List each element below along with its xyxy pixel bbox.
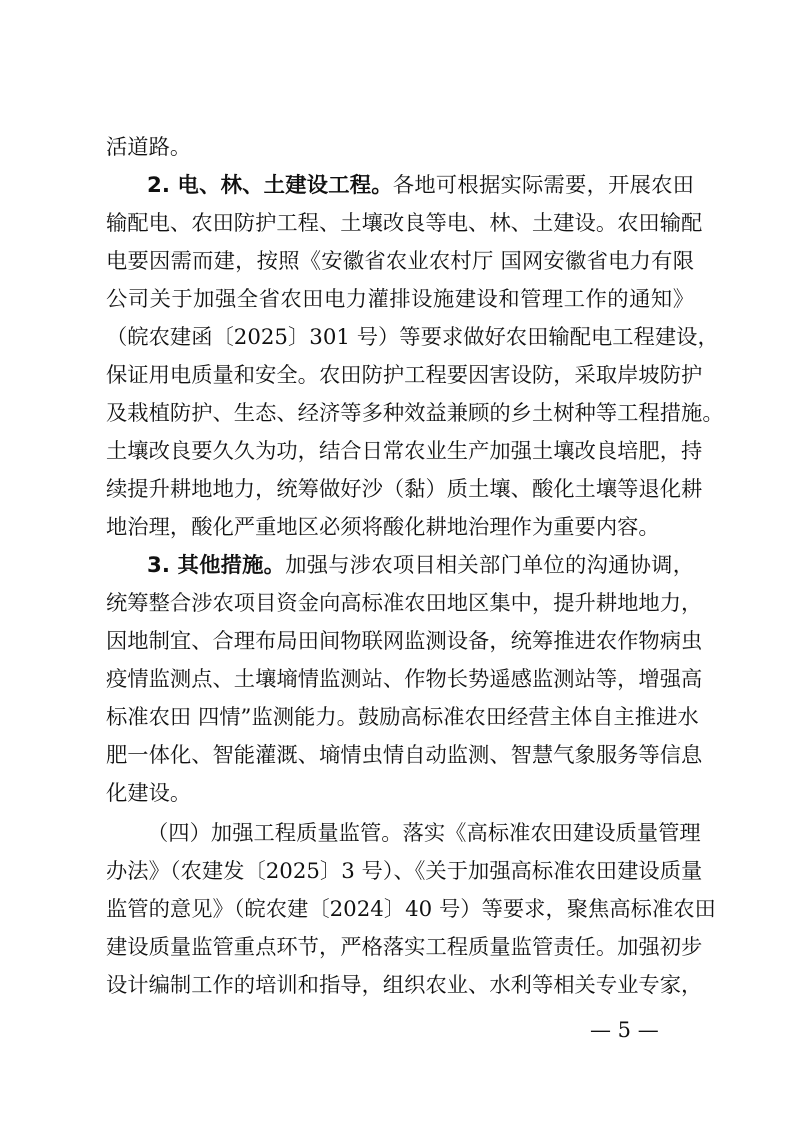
line-text: 各地可根据实际需要，开展农田 <box>392 173 694 198</box>
body-line <box>106 248 694 276</box>
line-text: （四）加强工程质量监管。落实《高标准农田建设质量管理 <box>147 821 701 846</box>
line-text: 电要因需而建，按照《安徽省农业农村厅 国网安徽省电力有限 <box>106 249 694 274</box>
body-line <box>106 742 703 770</box>
line-text: 及栽植防护、生态、经济等多种效益兼顾的乡土树种等工程措施。 <box>106 401 724 426</box>
body-line <box>106 286 694 314</box>
body-line <box>106 666 703 694</box>
line-text: 加强与涉农项目相关部门单位的沟通协调， <box>285 553 694 578</box>
line-text: 监管的意见》（皖农建〔2024〕40 号）等要求，聚焦高标准农田 <box>106 897 716 922</box>
line-text: 保证用电质量和安全。农田防护工程要因害设防，采取岸坡防护 <box>106 363 703 388</box>
body-line <box>106 704 699 732</box>
section-heading-line <box>147 172 694 200</box>
body-line <box>106 896 716 924</box>
body-line <box>106 210 703 238</box>
body-line <box>106 514 694 542</box>
line-text: 续提升耕地地力，统筹做好沙（黏）质土壤、酸化土壤等退化耕 <box>106 477 703 502</box>
line-text: 地治理，酸化严重地区必须将酸化耕地治理作为重要内容。 <box>106 515 660 540</box>
body-line <box>106 134 694 162</box>
section-heading: 2. 电、林、土建设工程。 <box>147 173 393 198</box>
body-line <box>106 934 703 962</box>
line-text: 活道路。 <box>106 135 192 160</box>
line-text: 统筹整合涉农项目资金向高标准农田地区集中，提升耕地地力， <box>106 591 703 616</box>
line-text: 土壤改良要久久为功，结合日常农业生产加强土壤改良培肥，持 <box>106 439 703 464</box>
page-number: — 5 — <box>590 1018 659 1042</box>
line-text: 办法》（农建发〔2025〕3 号）、《关于加强高标准农田建设质量 <box>106 859 703 884</box>
body-line <box>106 362 703 390</box>
body-line <box>106 590 703 618</box>
body-line <box>106 858 703 886</box>
body-line <box>106 628 703 656</box>
body-line <box>106 400 724 428</box>
line-text: 疫情监测点、土壤墒情监测站、作物长势遥感监测站等，增强高 <box>106 667 703 692</box>
line-text: 输配电、农田防护工程、土壤改良等电、林、土建设。农田输配 <box>106 211 703 236</box>
line-text: 化建设。 <box>106 781 192 806</box>
line-text: 肥一体化、智能灌溉、墒情虫情自动监测、智慧气象服务等信息 <box>106 743 703 768</box>
body-line <box>106 972 703 1000</box>
line-text: 公司关于加强全省农田电力灌排设施建设和管理工作的通知》 <box>106 287 694 312</box>
body-line <box>106 438 703 466</box>
body-line <box>106 476 703 504</box>
line-text: 因地制宜、合理布局田间物联网监测设备，统筹推进农作物病虫 <box>106 629 703 654</box>
line-text: 标准农田 四情”监测能力。鼓励高标准农田经营主体自主推进水 <box>106 705 699 730</box>
section-heading-line <box>147 552 694 580</box>
subsection-line <box>147 820 701 848</box>
body-line <box>106 780 694 808</box>
body-line <box>106 324 719 352</box>
section-heading: 3. 其他措施。 <box>147 553 286 578</box>
line-text: （皖农建函〔2025〕301 号）等要求做好农田输配电工程建设， <box>106 325 719 350</box>
line-text: 设计编制工作的培训和指导，组织农业、水利等相关专业专家， <box>106 973 703 998</box>
line-text: 建设质量监管重点环节，严格落实工程质量监管责任。加强初步 <box>106 935 703 960</box>
